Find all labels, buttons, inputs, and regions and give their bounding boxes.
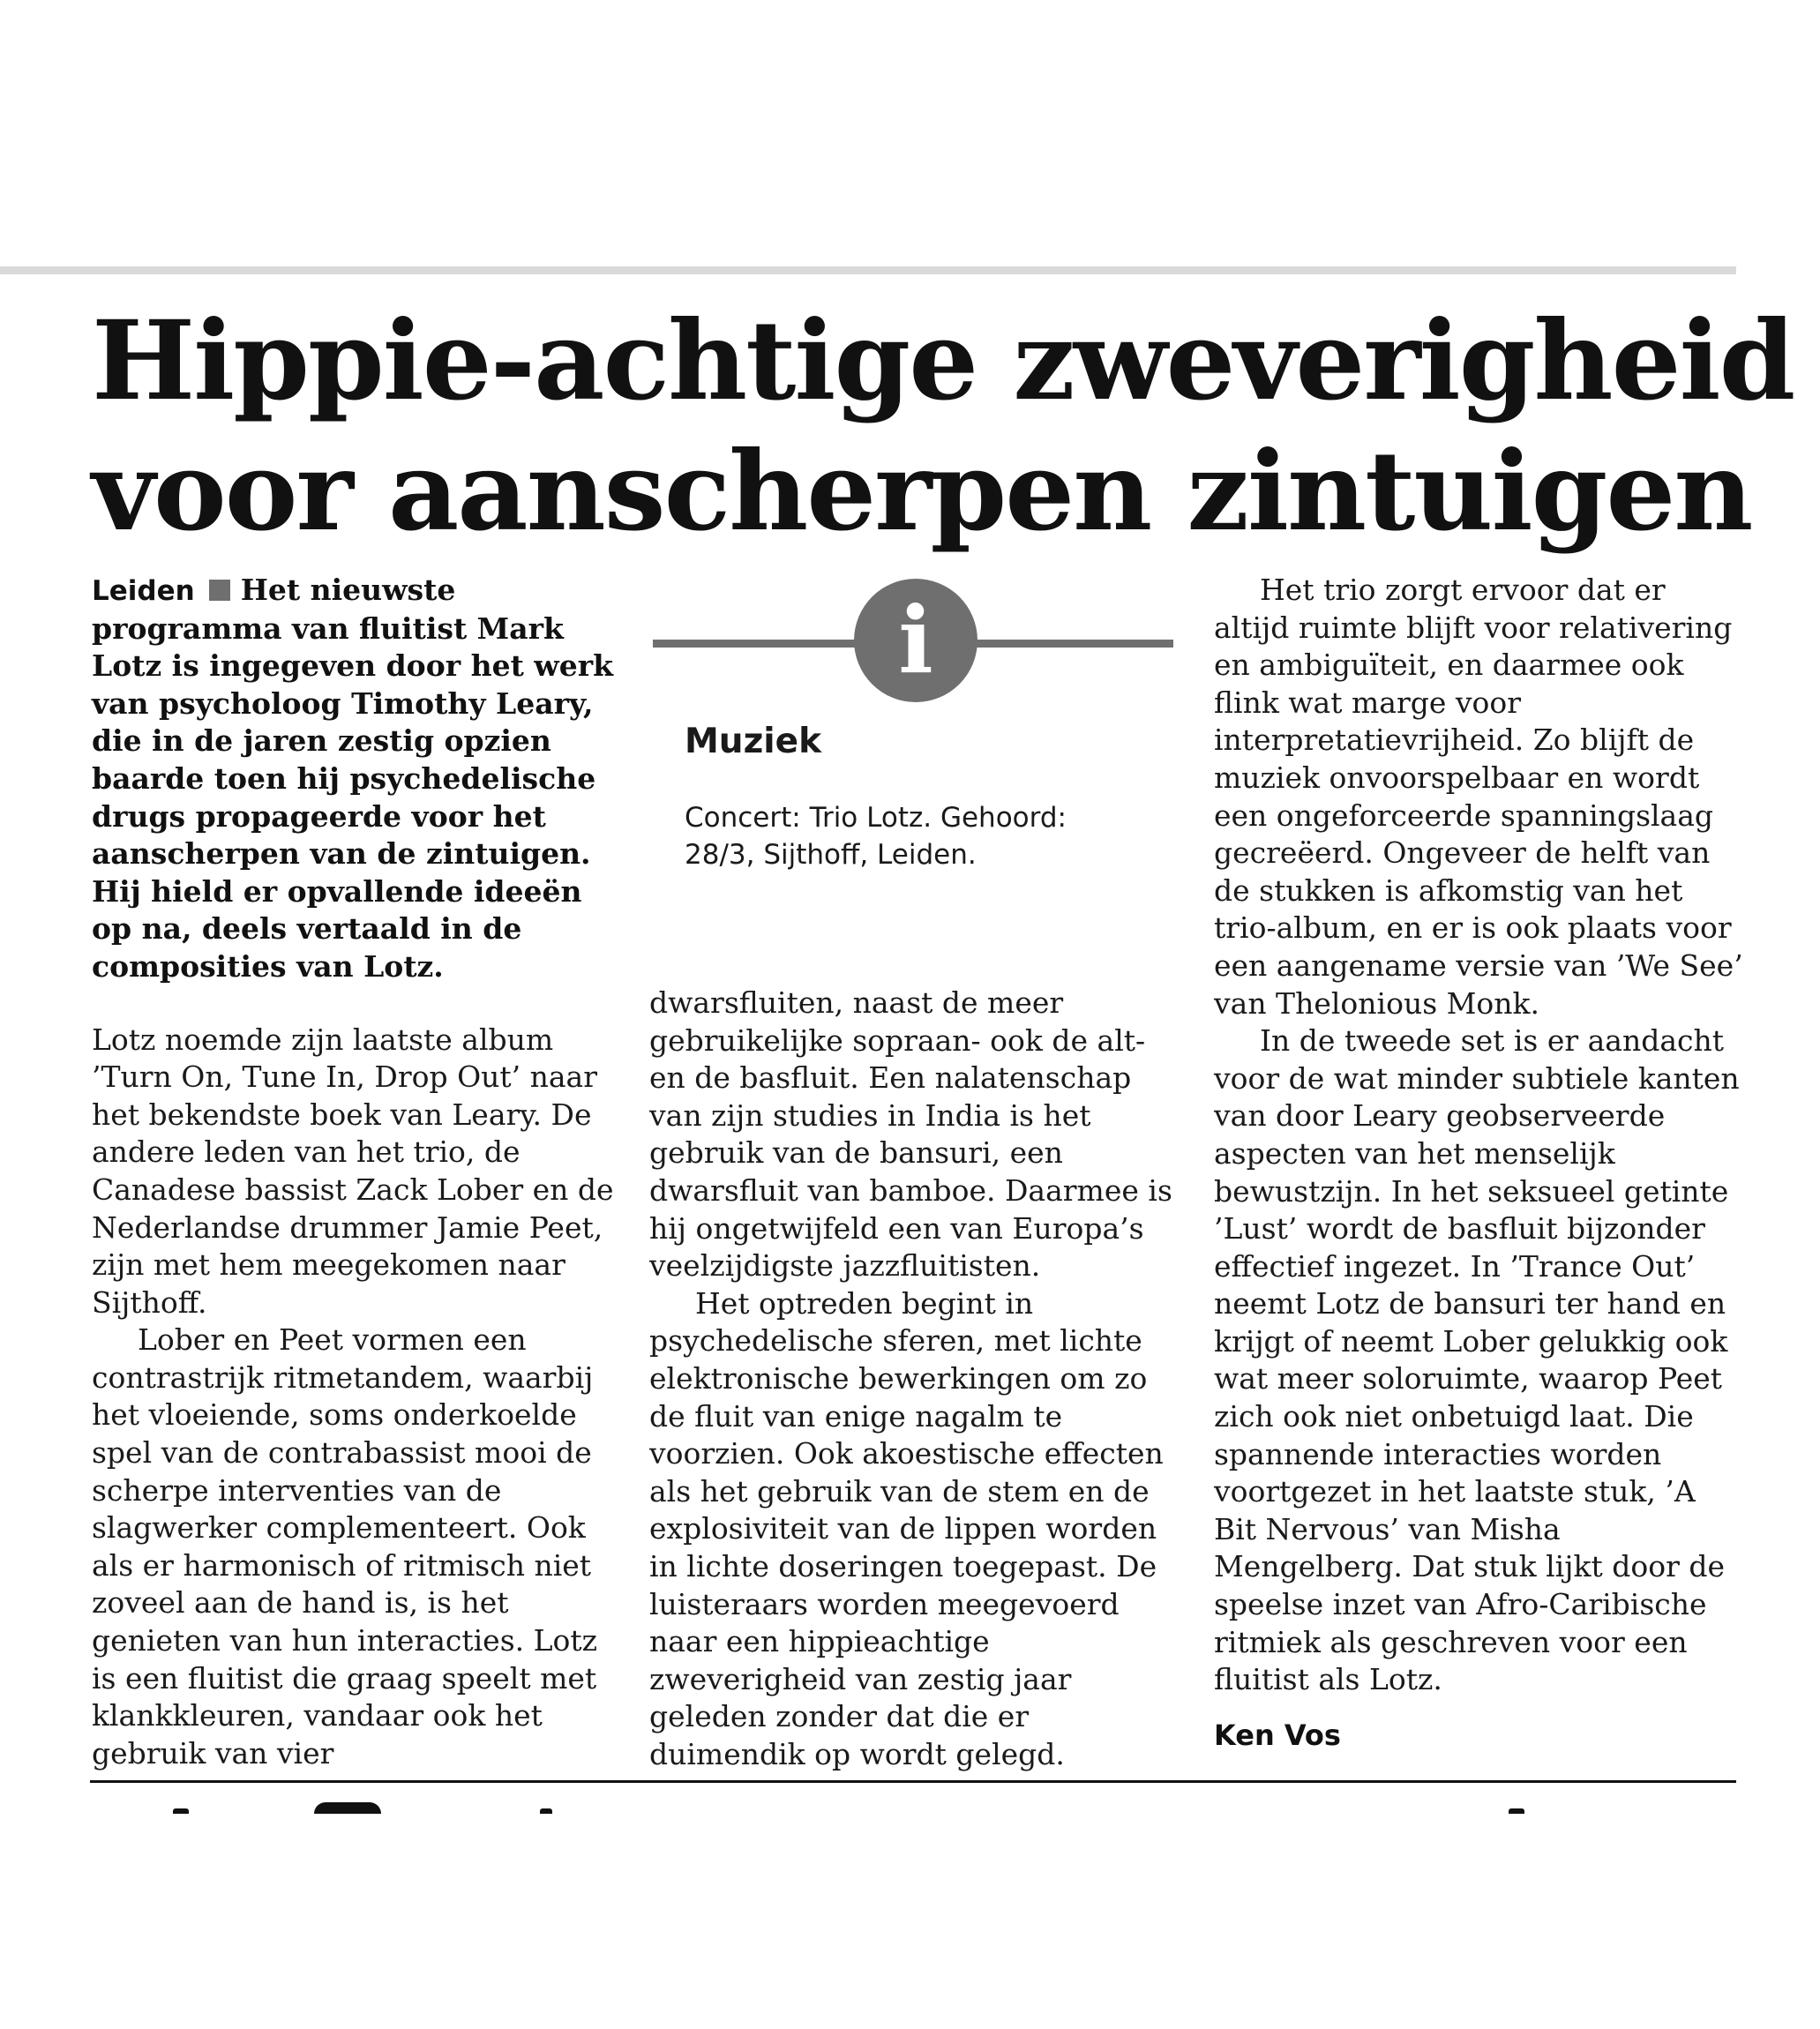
- article-column-2: [649, 985, 1179, 1773]
- body-paragraph: Het trio zorgt ervoor dat er altijd ruimte blijft voor relativering en ambiguïteit, en daarmee ook flink wat marge voor interpretatievrijheid. Zo blijft de muziek onvoorspelbaar en wordt een ongeforceerde spanningslaag gecreëerd. Ongeveer de helft van de stukken is afkomstig van het trio-album, en er is ook plaats voor een aangename versie van ’We See’ van Thelonious Monk.: [1214, 573, 1743, 1021]
- article-column-3: [1214, 572, 1743, 1754]
- body-paragraph: dwarsfluiten, naast de meer gebruikelijke sopraan- ook de alt- en de basfluit. Een nalatenschap van zijn studies in India is het gebruik van de bansuri, een dwarsfluit van bamboe. Daarmee is hij ongetwijfeld een van Europa’s veelzijdigste jazzfluitisten.: [649, 985, 1172, 1284]
- square-bullet-icon: [209, 580, 230, 601]
- info-box-details: Concert: Trio Lotz. Gehoord: 28/3, Sijthoff, Leiden.: [685, 802, 1067, 871]
- lead-text: Het nieuwste programma van fluitist Mark Lotz is ingegeven door het werk van psycholoog Timothy Leary, die in de jaren zestig opzien baarde toen hij psychedelische drugs propageerde voor het aanscherpen van de zintuigen. Hij hield er opvallende ideeën op na, deels vertaald in de composities van Lotz.: [92, 573, 613, 984]
- body-paragraph: Lotz noemde zijn laatste album ’Turn On, Tune In, Drop Out’ naar het bekendste boek van Leary. De andere leden van het trio, de Canadese bassist Zack Lober en de Nederlandse drummer Jamie Peet, zijn met hem meegekomen naar Sijthoff.: [92, 1022, 614, 1320]
- headline-line-1: Hippie-achtige zweverigheid: [92, 297, 1794, 425]
- info-box-title: Muziek: [685, 722, 822, 761]
- info-icon: i: [854, 579, 977, 702]
- body-paragraph: In de tweede set is er aandacht voor de wat minder subtiele kanten van door Leary geobserveerde aspecten van het menselijk bewustzijn. In het seksueel getinte ’Lust’ wordt de basfluit bijzonder effectief ingezet. In ’Trance Out’ neemt Lotz de bansuri ter hand en krijgt of neemt Lober gelukkig ook wat meer soloruimte, waarop Peet zich ook niet onbetuigd laat. Die spannende interacties worden voortgezet in het laatste stuk, ’A Bit Nervous’ van Misha Mengelberg. Dat stuk lijkt door de speelse inzet van Afro-Caribische ritmiek als geschreven voor een fluitist als Lotz.: [1214, 1023, 1740, 1697]
- bottom-divider: [90, 1780, 1736, 1783]
- headline: [92, 296, 1794, 558]
- lead-paragraph: [92, 572, 621, 986]
- dateline: Leiden: [92, 575, 195, 607]
- byline: Ken Vos: [1214, 1718, 1341, 1752]
- top-divider: [0, 266, 1736, 274]
- article-column-1: [92, 572, 621, 1772]
- body-paragraph: Het optreden begint in psychedelische sferen, met lichte elektronische bewerkingen om zo de fluit van enige nagalm te voorzien. Ook akoestische effecten als het gebruik van de stem en de explosiviteit van de lippen worden in lichte doseringen toegepast. De luisteraars worden meegevoerd naar een hippieachtige zweverigheid van zestig jaar geleden zonder dat die er duimendik op wordt gelegd.: [649, 1285, 1164, 1771]
- body-paragraph: Lober en Peet vormen een contrastrijk ritmetandem, waarbij het vloeiende, soms onderkoelde spel van de contrabassist mooi de scherpe interventies van de slagwerker complementeert. Ook als er harmonisch of ritmisch niet zoveel aan de hand is, is het genieten van hun interacties. Lotz is een fluitist die graag speelt met klankkleuren, vandaar ook het gebruik van vier: [92, 1322, 598, 1771]
- headline-line-2: voor aanscherpen zintuigen: [92, 428, 1752, 556]
- cropped-text-fragment: [314, 1802, 381, 1814]
